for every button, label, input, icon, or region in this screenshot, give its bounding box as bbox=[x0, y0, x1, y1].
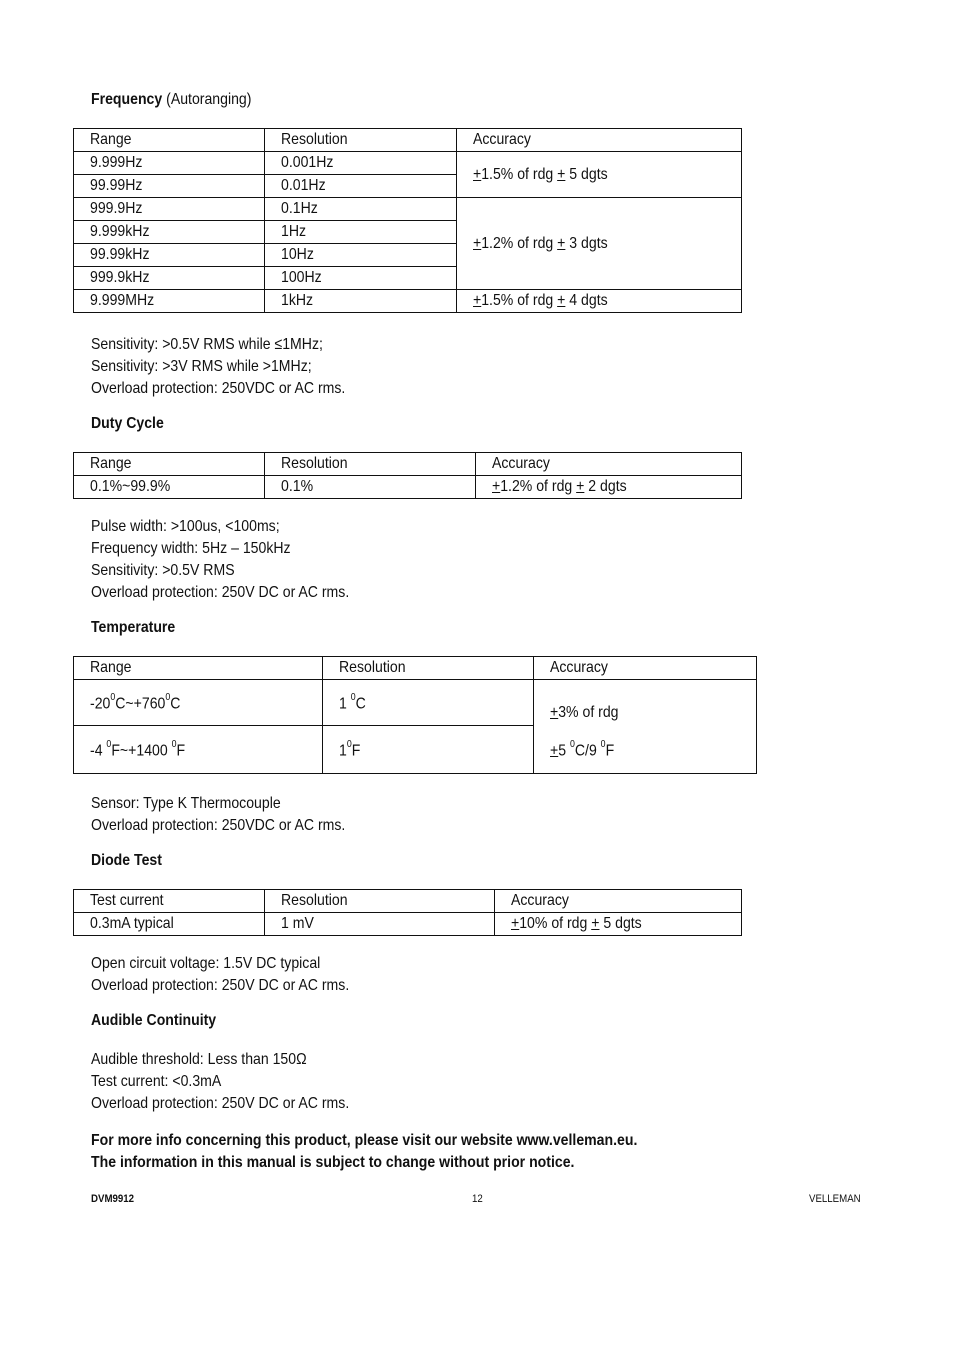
note-line: Open circuit voltage: 1.5V DC typical bbox=[91, 955, 321, 972]
duty-cycle-table bbox=[73, 452, 742, 499]
notice-line: For more info concerning this product, please visit our website www.velleman.eu. bbox=[91, 1132, 638, 1149]
accuracy-cell: +1.2% of rdg + 2 dgts bbox=[476, 476, 742, 499]
table-row: 0.1%~99.9% 0.1% +1.2% of rdg + 2 dgts bbox=[74, 476, 742, 499]
table-row: 9.999MHz 1kHz +1.5% of rdg + 4 dgts bbox=[74, 290, 742, 313]
temperature-table bbox=[73, 656, 757, 774]
note-line: Overload protection: 250VDC or AC rms. bbox=[91, 380, 346, 397]
note-line: Sensitivity: >3V RMS while >1MHz; bbox=[91, 358, 312, 375]
footer-model: DVM9912 bbox=[91, 1193, 135, 1205]
frequency-table bbox=[73, 128, 742, 313]
table-row: 99.99kHz 10Hz bbox=[74, 244, 742, 267]
note-line: Sensor: Type K Thermocouple bbox=[91, 795, 281, 812]
note-line: Overload protection: 250V DC or AC rms. bbox=[91, 977, 350, 994]
note-line: Overload protection: 250V DC or AC rms. bbox=[91, 1095, 350, 1112]
note-line: Pulse width: >100us, <100ms; bbox=[91, 518, 280, 535]
table-row: $-20^0C\sim+760^0C$ 1 $^0$C +3% of rdg +5 $^0$C/9 $^0$F bbox=[74, 680, 757, 726]
table-row: 0.3mA typical 1 mV +10% of rdg + 5 dgts bbox=[74, 913, 742, 936]
footer-brand: VELLEMAN bbox=[809, 1193, 861, 1205]
table-header-row: Range Resolution Accuracy bbox=[74, 657, 757, 680]
accuracy-cell: +10% of rdg + 5 dgts bbox=[495, 913, 742, 936]
footer-page-number: 12 bbox=[472, 1193, 483, 1205]
accuracy-cell: +3% of rdg +5 $^0$C/9 $^0$F bbox=[534, 680, 757, 774]
note-line: Sensitivity: >0.5V RMS while ≤1MHz; bbox=[91, 336, 323, 353]
audible-continuity-heading: Audible Continuity bbox=[91, 1012, 217, 1029]
table-header-row: Range Resolution Accuracy bbox=[74, 129, 742, 152]
note-line: Overload protection: 250VDC or AC rms. bbox=[91, 817, 346, 834]
duty-cycle-heading: Duty Cycle bbox=[91, 415, 164, 432]
table-header-row: Range Resolution Accuracy bbox=[74, 453, 742, 476]
table-row: 999.9Hz 0.1Hz +1.2% of rdg + 3 dgts bbox=[74, 198, 742, 221]
temperature-heading: Temperature bbox=[91, 619, 176, 636]
notice-line: The information in this manual is subject to change without prior notice. bbox=[91, 1154, 575, 1171]
table-row: 99.99Hz 0.01Hz bbox=[74, 175, 742, 198]
table-row: 9.999kHz 1Hz bbox=[74, 221, 742, 244]
accuracy-cell: +1.2% of rdg + 3 dgts bbox=[457, 198, 742, 290]
table-row: -4 $^0$F~+1400 $^0$F $1^0F$ bbox=[74, 726, 757, 774]
frequency-heading: Frequency (Autoranging) bbox=[91, 91, 252, 108]
note-line: Audible threshold: Less than 150Ω bbox=[91, 1051, 307, 1068]
table-row: 9.999Hz 0.001Hz +1.5% of rdg + 5 dgts bbox=[74, 152, 742, 175]
diode-test-heading: Diode Test bbox=[91, 852, 162, 869]
table-header-row: Test current Resolution Accuracy bbox=[74, 890, 742, 913]
accuracy-cell: +1.5% of rdg + 5 dgts bbox=[457, 152, 742, 198]
note-line: Overload protection: 250V DC or AC rms. bbox=[91, 584, 350, 601]
note-line: Sensitivity: >0.5V RMS bbox=[91, 562, 235, 579]
accuracy-cell: +1.5% of rdg + 4 dgts bbox=[457, 290, 742, 313]
note-line: Test current: <0.3mA bbox=[91, 1073, 222, 1090]
note-line: Frequency width: 5Hz – 150kHz bbox=[91, 540, 291, 557]
diode-test-table bbox=[73, 889, 742, 936]
table-row: 999.9kHz 100Hz bbox=[74, 267, 742, 290]
